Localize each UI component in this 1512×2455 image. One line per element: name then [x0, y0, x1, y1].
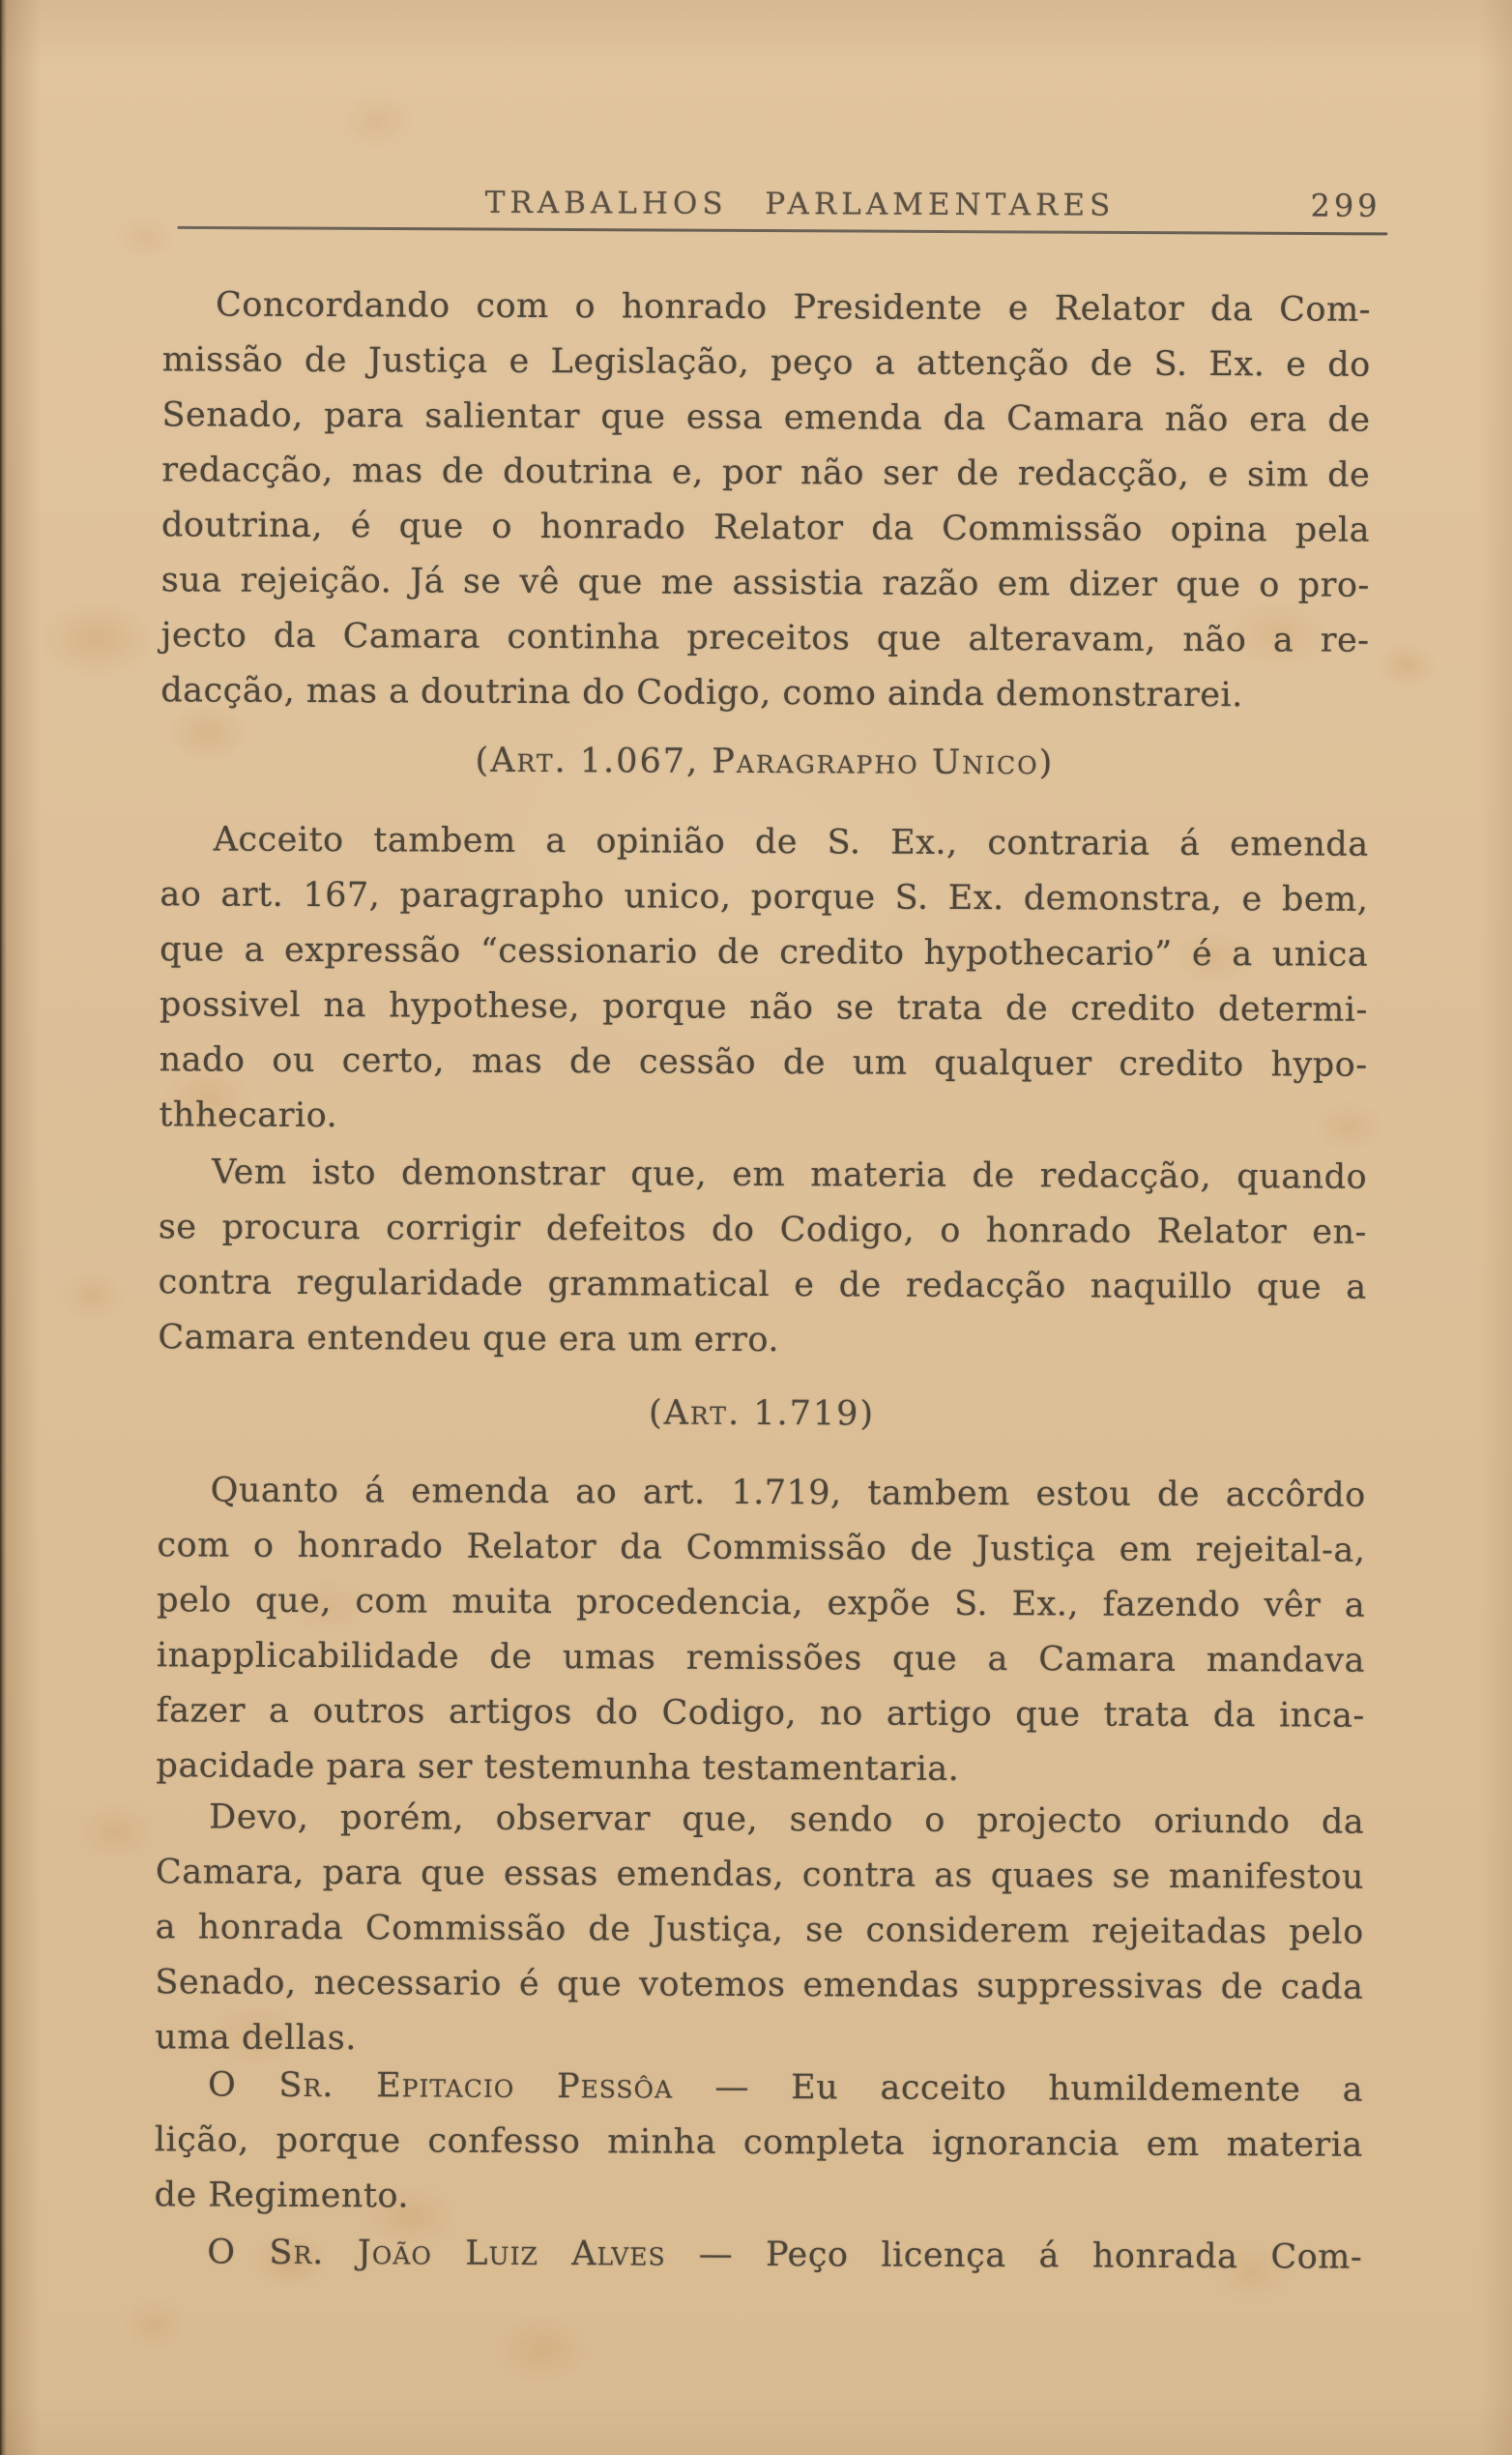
- speech-text: — Peço licença á honrada Com-: [665, 2235, 1363, 2277]
- text-line: ao art. 167, paragrapho unico, porque S. Ex. demonstra, e bem,: [160, 875, 1369, 920]
- text-line: pelo que, com muita procedencia, expõe S. Ex., fazendo vêr a: [157, 1581, 1366, 1625]
- text-line: sua rejeição. Já se vê que me assistia razão em dizer que o pro-: [160, 561, 1370, 605]
- text-line: doutrina, é que o honrado Relator da Commissão opina pela: [160, 506, 1371, 550]
- paragraph-1: [160, 278, 1371, 723]
- text-line: se procura corrigir defeitos do Codigo, o honrado Relator en-: [158, 1208, 1367, 1252]
- text-line: thhecario.: [159, 1096, 338, 1136]
- running-header-title: TRABALHOS PARLAMENTARES: [484, 185, 1116, 223]
- text-line: contra regularidade grammatical e de redacção naquillo que a: [158, 1263, 1367, 1307]
- text-line: inapplicabilidade de umas remissões que a Camara mandava: [156, 1636, 1366, 1681]
- paragraph-6-speech: [154, 2058, 1363, 2228]
- text-line: [154, 2225, 1362, 2285]
- text-line: uma dellas.: [155, 2018, 358, 2059]
- text-line: missão de Justiça e Legislação, peço a attenção de S. Ex. e do: [161, 340, 1371, 385]
- text-line: fazer a outros artigos do Codigo, no artigo que trata da inca-: [156, 1691, 1365, 1736]
- text-line: que a expressão “cessionario de credito hypothecario” é a unica: [160, 930, 1369, 975]
- article-heading-1067: (Art. 1.067, Paragrapho Unico): [475, 741, 1055, 783]
- paragraph-4: [156, 1463, 1365, 1798]
- speaker-name: O Sr. Epitacio Pessôa: [207, 2065, 674, 2107]
- speaker-name: O Sr. João Luiz Alves: [207, 2233, 666, 2274]
- text-line: Concordando com o honrado Presidente e Relator da Com-: [215, 285, 1372, 330]
- text-line: Senado, para salientar que essa emenda da Camara não era de: [161, 395, 1371, 440]
- text-line: lição, porque confesso minha completa ignorancia em materia: [154, 2120, 1363, 2165]
- paragraph-2: [159, 812, 1368, 1148]
- text-line: Camara, para que essas emendas, contra as quaes se manifestou: [155, 1853, 1365, 1897]
- text-line: de Regimento.: [154, 2176, 410, 2216]
- text-line: Devo, porém, observar que, sendo o projecto oriundo da: [209, 1797, 1365, 1842]
- header-rule: [177, 226, 1387, 236]
- page-number: 299: [1310, 187, 1381, 224]
- speech-text: — Eu acceito humildemente a: [673, 2067, 1364, 2110]
- text-line: Senado, necessario é que votemos emendas suppressivas de cada: [155, 1963, 1364, 2007]
- text-line: Quanto á emenda ao art. 1.719, tambem estou de accôrdo: [210, 1471, 1366, 1515]
- text-line: Vem isto demonstrar que, em materia de redacção, quando: [212, 1153, 1368, 1197]
- text-line: com o honrado Relator da Commissão de Justiça em rejeital-a,: [157, 1526, 1366, 1570]
- article-heading-1719: (Art. 1.719): [648, 1393, 876, 1434]
- paragraph-3: [158, 1145, 1367, 1370]
- text-line: Camara entendeu que era um erro.: [158, 1318, 780, 1360]
- text-line: [155, 2058, 1363, 2118]
- text-line: dacção, mas a doutrina do Codigo, como ainda demonstrarei.: [160, 671, 1243, 716]
- text-line: possivel na hypothese, porque não se trata de credito determi-: [159, 985, 1368, 1030]
- paragraph-7-speech: [154, 2225, 1362, 2285]
- paragraph-5: [155, 1790, 1364, 2070]
- text-line: nado ou certo, mas de cessão de um qualquer credito hypo-: [159, 1040, 1368, 1085]
- text-line: Acceito tambem a opinião de S. Ex., contraria á emenda: [213, 820, 1369, 864]
- text-line: a honrada Commissão de Justiça, se considerem rejeitadas pelo: [155, 1908, 1364, 1952]
- text-line: redacção, mas de doutrina e, por não ser de redacção, e sim de: [161, 451, 1371, 495]
- text-line: pacidade para ser testemunha testamentaria.: [156, 1746, 960, 1789]
- text-line: jecto da Camara continha preceitos que alteravam, não a re-: [160, 616, 1370, 660]
